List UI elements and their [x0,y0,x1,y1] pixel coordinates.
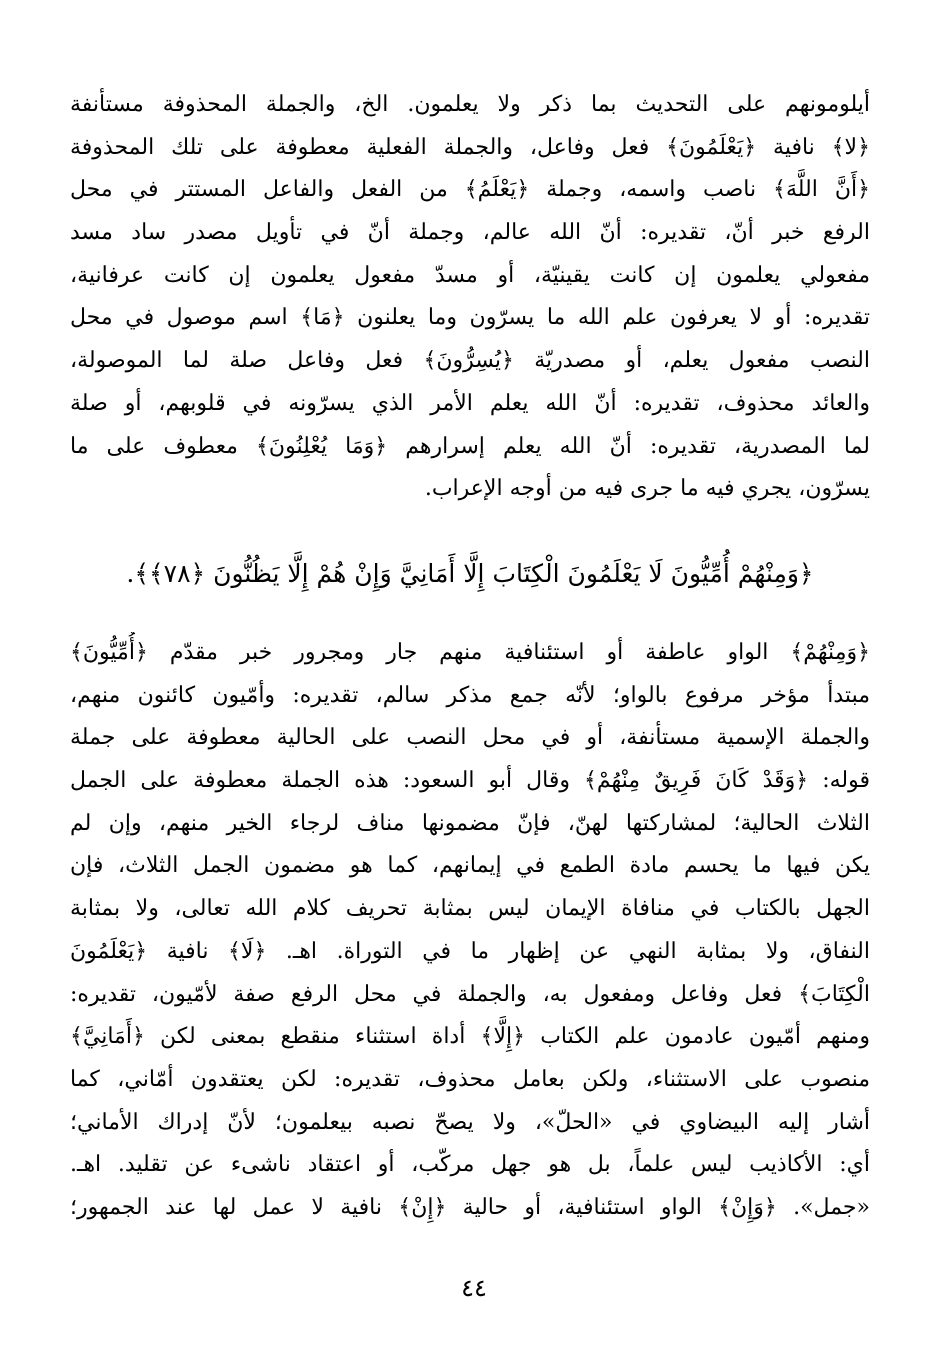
text-line: يكن فيها ما يحسم مادة الطمع في إيمانهم، كما هو مضمون الجمل الثلاث، فإن [70,853,870,879]
text-line: تقديره: أو لا يعرفون علم الله ما يسرّون وما يعلنون ﴿مَا﴾ اسم موصول في محل [70,305,870,331]
text-line: أشار إليه البيضاوي في «الحلّ»، ولا يصحّ نصبه بيعلمون؛ لأنّ إدراك الأماني؛ [70,1109,870,1135]
text-line: يسرّون، يجري فيه ما جرى فيه من أوجه الإعراب. [424,476,870,502]
text-line: الجهل بالكتاب في منافاة الإيمان ليس بمثابة تحريف كلام الله تعالى، ولا بمثابة [70,896,870,922]
text-line: والجملة الإسمية مستأنفة، أو في محل النصب على الحالية معطوفة على جملة [70,725,870,751]
text-line: النصب مفعول يعلم، أو مصدريّة ﴿يُسِرُّونَ﴾ فعل وفاعل صلة لما الموصولة، [70,348,870,374]
text-line: ﴿وَمِنْهُمْ﴾ الواو عاطفة أو استئنافية منهم جار ومجرور خبر مقدّم ﴿أُمِّيُّونَ﴾ [70,640,870,665]
text-line: النفاق، ولا بمثابة النهي عن إظهار ما في التوراة. اهـ. ﴿لَا﴾ نافية ﴿يَعْلَمُونَ [70,938,870,964]
text-line: أيلومونهم على التحديث بما ذكر ولا يعلمون. الخ، والجملة المحذوفة مستأنفة [70,92,870,117]
page-number: ٤٤ [461,1274,487,1302]
text-line: قوله: ﴿وَقَدْ كَانَ فَرِيقٌ مِنْهُمْ﴾ وقال أبو السعود: هذه الجملة معطوفة على الجمل [70,768,870,794]
paragraph-1 [70,84,870,511]
paragraph-2 [70,632,870,1230]
text-line: والعائد محذوف، تقديره: أنّ الله يعلم الأمر الذي يسرّونه في قلوبهم، أو صلة [70,390,870,416]
text-line: الرفع خبر أنّ، تقديره: أنّ الله عالم، وجملة أنّ في تأويل مصدر ساد مسد [70,220,870,246]
text-line: ومنهم أمّيون عادمون علم الكتاب ﴿إِلَّا﴾ أداة استثناء منقطع بمعنى لكن ﴿أَمَانِيَّ﴾ [70,1024,870,1050]
text-line: الْكِتَابَ﴾ فعل وفاعل ومفعول به، والجملة في محل الرفع صفة لأمّيون، تقديره: [70,981,870,1007]
text-line: منصوب على الاستثناء، ولكن بعامل محذوف، تقديره: لكن يعتقدون أمّاني، كما [70,1066,870,1092]
text-line: لما المصدرية، تقديره: أنّ الله يعلم إسرارهم ﴿وَمَا يُعْلِنُونَ﴾ معطوف على ما [70,433,870,459]
text-line: «جمل». ﴿وَإِنْ﴾ الواو استئنافية، أو حالية ﴿إِنْ﴾ نافية لا عمل لها عند الجمهور؛ [70,1194,870,1220]
text-line: الثلاث الحالية؛ لمشاركتها لهنّ، فإنّ مضمونها مناف لرجاء الخير منهم، وإن لم [70,810,870,836]
text-line: مبتدأ مؤخر مرفوع بالواو؛ لأنّه جمع مذكر سالم، تقديره: وأمّيون كائنون منهم، [70,682,870,708]
text-line: أي: الأكاذيب ليس علماً، بل هو جهل مركّب، أو اعتقاد ناشىء عن تقليد. اهـ. [70,1152,870,1178]
text-line: ﴿لا﴾ نافية ﴿يَعْلَمُونَ﴾ فعل وفاعل، والجملة الفعلية معطوفة على تلك المحذوفة [70,134,870,160]
text-line: ﴿أَنَّ اللَّهَ﴾ ناصب واسمه، وجملة ﴿يَعْلَمُ﴾ من الفعل والفاعل المستتر في محل [70,177,870,203]
text-line: مفعولي يعلمون إن كانت يقينيّة، أو مسدّ مفعول يعلمون إن كانت عرفانية، [70,262,870,288]
quran-verse: ﴿وَمِنْهُمْ أُمِّيُّونَ لَا يَعْلَمُونَ الْكِتَابَ إِلَّا أَمَانِيَّ وَإِنْ هُمْ إِلَّا يَظُنُّونَ ﴿٧٨﴾﴾. [126,559,814,588]
